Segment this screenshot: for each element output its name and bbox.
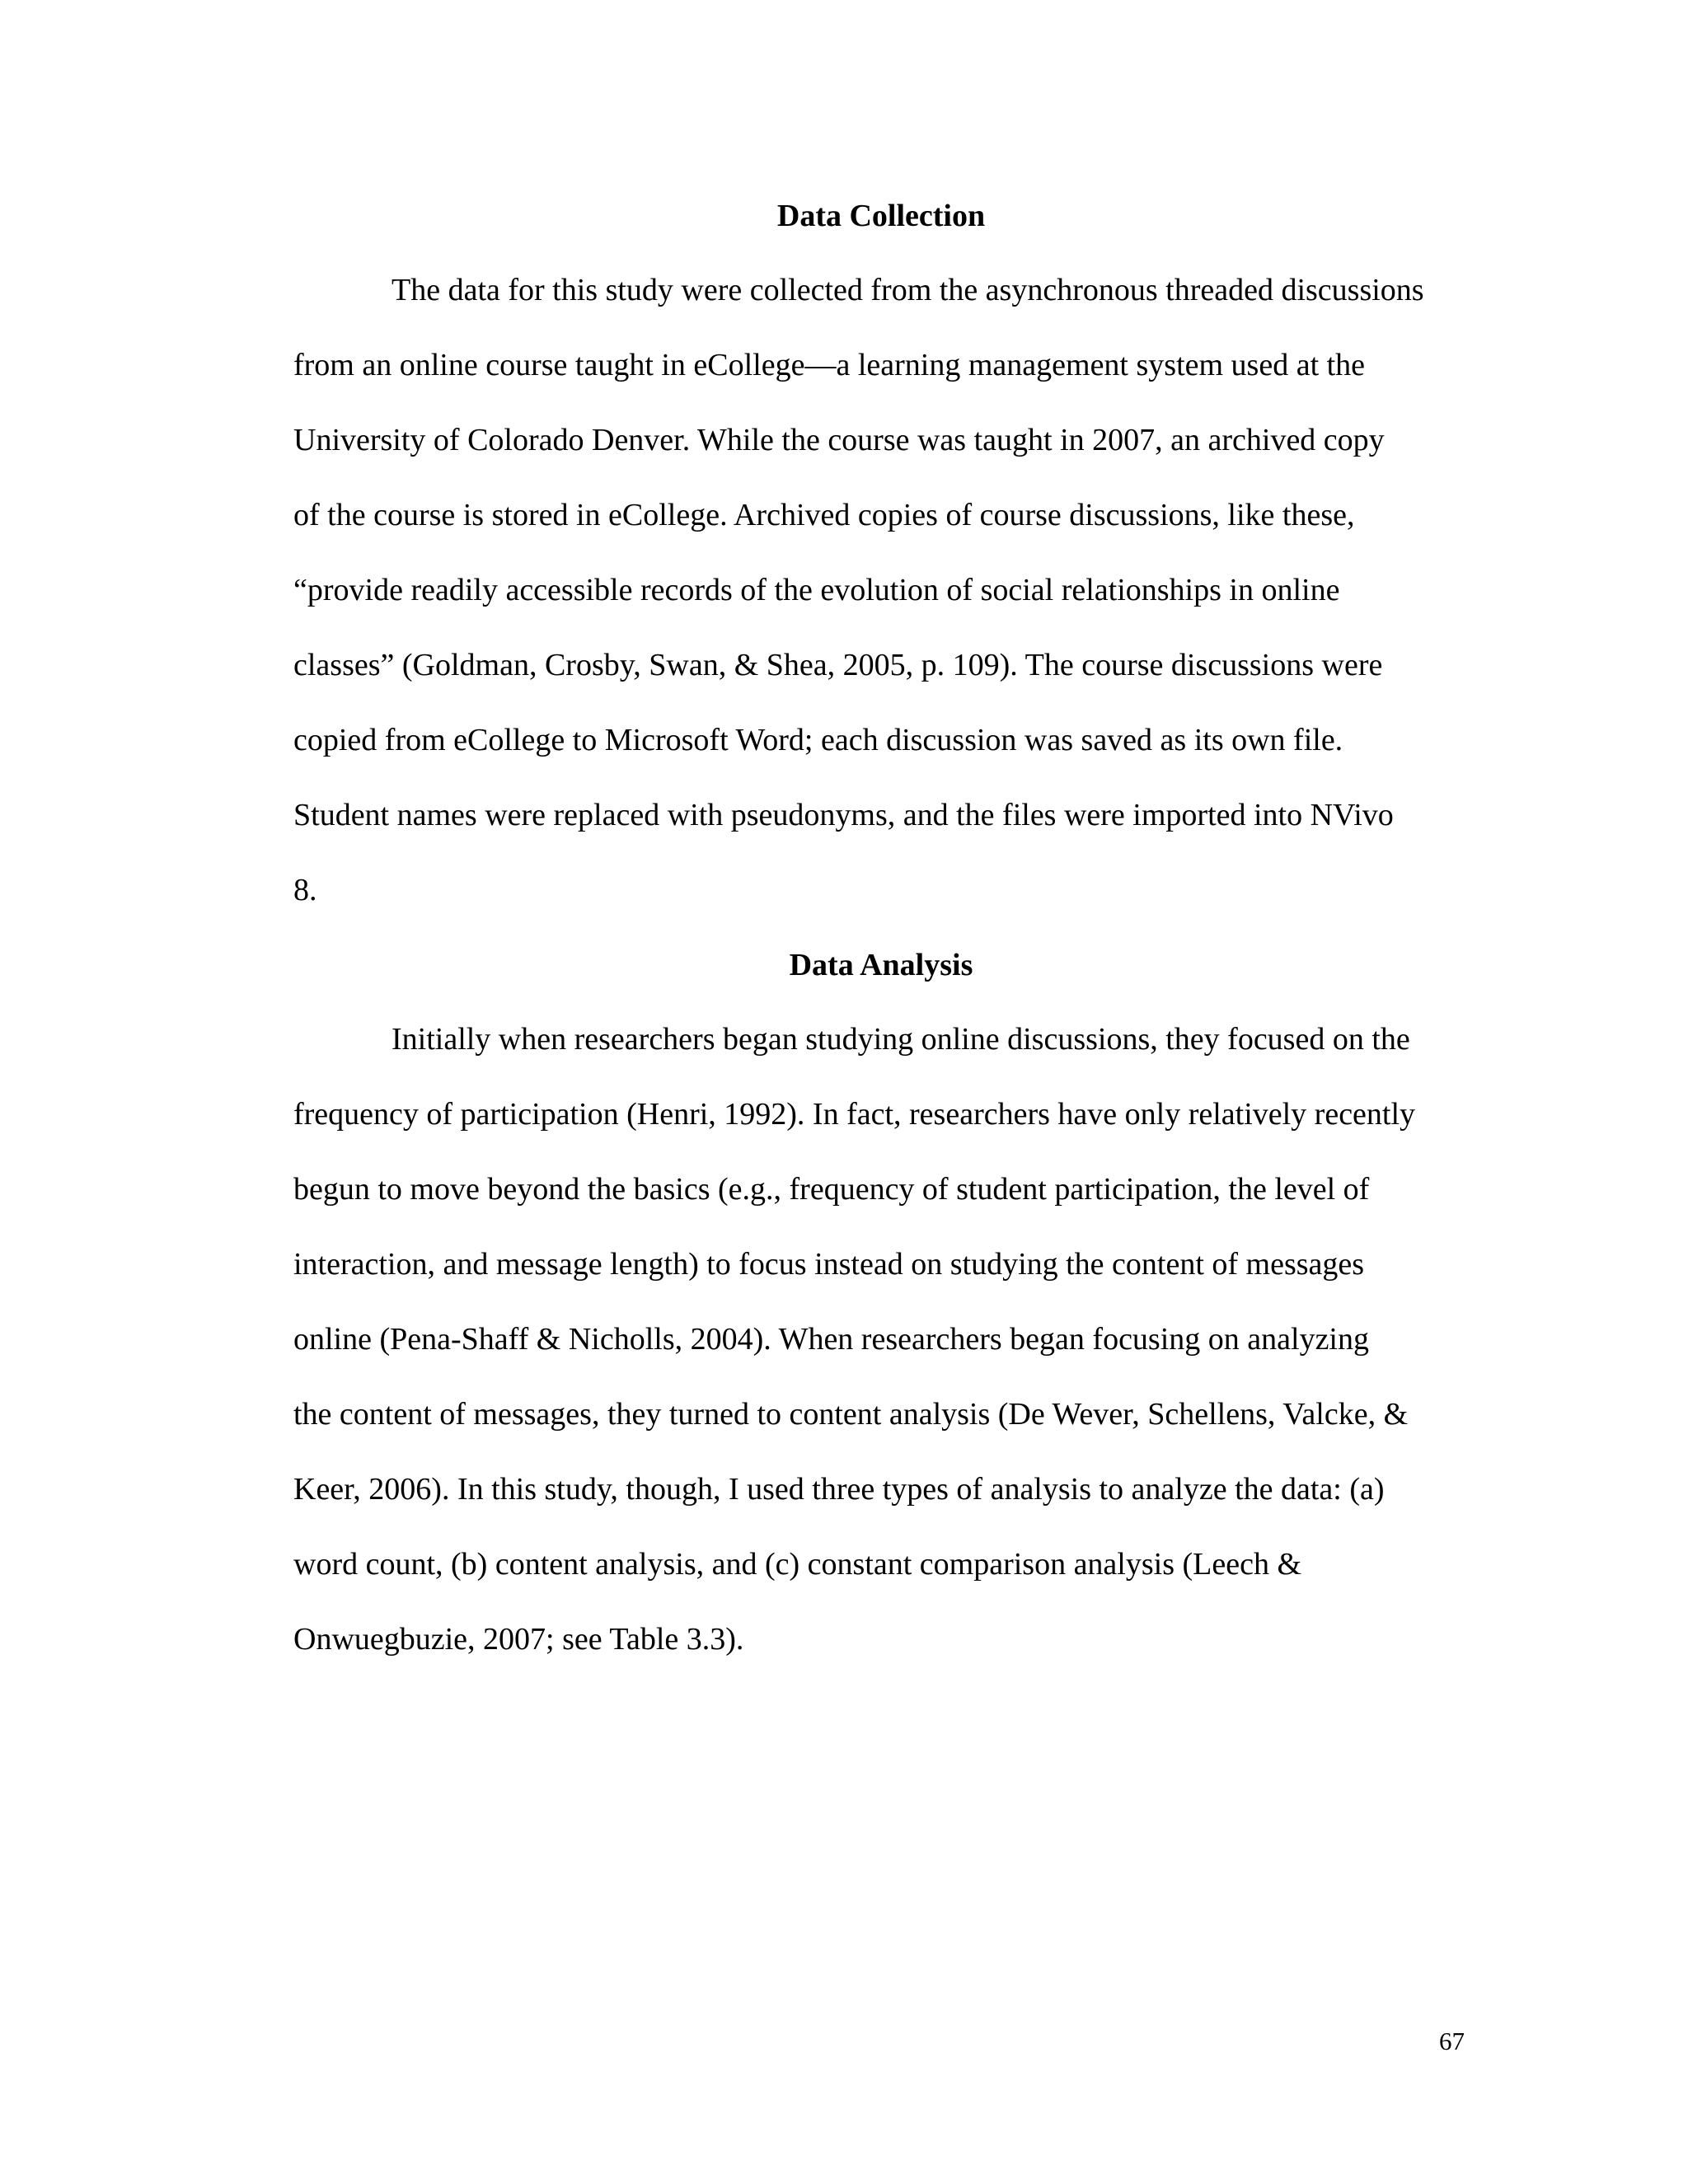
paragraph-line: “provide readily accessible records of the evolution of social relationships in online bbox=[293, 573, 1340, 607]
paragraph-line: word count, (b) content analysis, and (c) constant comparison analysis (Leech & bbox=[293, 1547, 1302, 1582]
paragraph-line: frequency of participation (Henri, 1992). In fact, researchers have only relatively recently bbox=[293, 1097, 1416, 1132]
paragraph-line: The data for this study were collected from the asynchronous threaded discussions bbox=[392, 273, 1424, 307]
page-number: 67 bbox=[1439, 2027, 1465, 2055]
paragraph-line: copied from eCollege to Microsoft Word; each discussion was saved as its own file. bbox=[293, 723, 1343, 757]
section-heading-data-analysis: Data Analysis bbox=[789, 948, 973, 982]
paragraph-line: Student names were replaced with pseudonyms, and the files were imported into NVivo bbox=[293, 798, 1394, 832]
paragraph-line: classes” (Goldman, Crosby, Swan, & Shea, 2005, p. 109). The course discussions were bbox=[293, 648, 1383, 682]
paragraph-line: Initially when researchers began studying online discussions, they focused on the bbox=[392, 1022, 1410, 1057]
paragraph-line: begun to move beyond the basics (e.g., frequency of student participation, the level of bbox=[293, 1172, 1370, 1207]
paragraph-line: Keer, 2006). In this study, though, I used three types of analysis to analyze the data: (a) bbox=[293, 1472, 1385, 1507]
section-heading-data-collection: Data Collection bbox=[776, 199, 986, 233]
paragraph-line: of the course is stored in eCollege. Archived copies of course discussions, like these, bbox=[293, 498, 1355, 532]
paragraph-line: 8. bbox=[293, 873, 317, 907]
paragraph-line: online (Pena-Shaff & Nicholls, 2004). When researchers began focusing on analyzing bbox=[293, 1322, 1369, 1357]
paragraph-line: interaction, and message length) to focus instead on studying the content of messages bbox=[293, 1247, 1365, 1282]
paragraph-line: from an online course taught in eCollege—a learning management system used at the bbox=[293, 348, 1366, 382]
paragraph-line: the content of messages, they turned to content analysis (De Wever, Schellens, Valcke, & bbox=[293, 1397, 1409, 1432]
paragraph-line: Onwuegbuzie, 2007; see Table 3.3). bbox=[293, 1622, 744, 1657]
paragraph-line: University of Colorado Denver. While the course was taught in 2007, an archived copy bbox=[293, 423, 1385, 457]
